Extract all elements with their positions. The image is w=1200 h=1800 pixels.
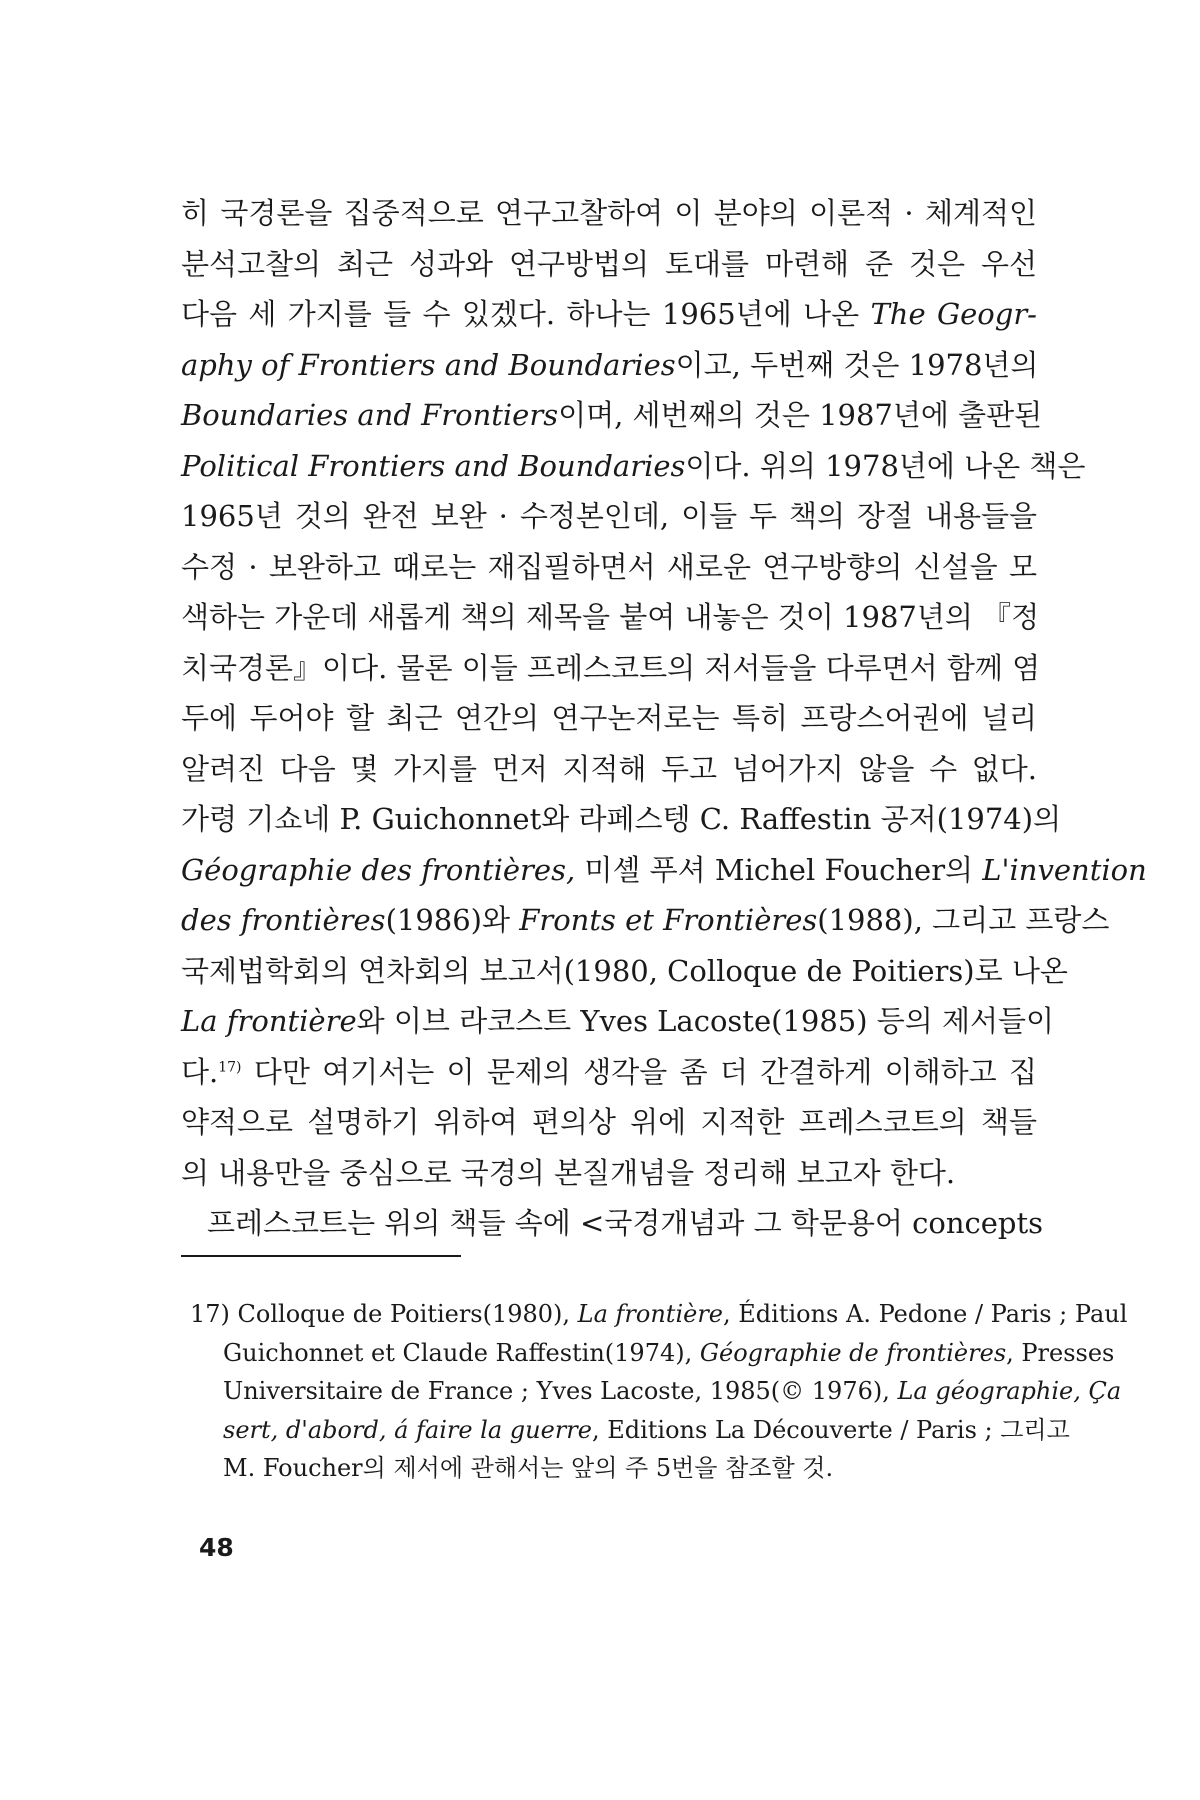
text-line [181, 744, 1037, 795]
page-number: 48 [199, 1533, 234, 1562]
text-line [190, 1334, 1115, 1373]
text-run: 미셸 푸셔 Michel Foucher의 [575, 852, 983, 887]
text-line [181, 1148, 1037, 1199]
text-run: (1986)와 [385, 903, 520, 937]
text-line [181, 441, 1086, 492]
italic-title: La frontière [577, 1300, 724, 1328]
text-run: 국제법학회의 연차회의 보고서(1980, Colloque de Poitiers)로 나온 [181, 953, 1068, 988]
italic-title: La géographie, Ça [897, 1377, 1122, 1405]
text-run: , Presses [1006, 1338, 1115, 1367]
text-run: Guichonnet et Claude Raffestin(1974), [223, 1338, 700, 1367]
italic-title: sert, d'abord, á faire la guerre [223, 1415, 592, 1444]
italic-title: L'invention [982, 852, 1147, 887]
italic-title: des frontières [181, 903, 386, 937]
text-run: , Editions La Découverte / Paris ; 그리고 [591, 1415, 1070, 1444]
text-line [181, 643, 1041, 694]
text-line [181, 340, 1037, 391]
text-run: 알려진 다음 몇 가지를 먼저 지적해 두고 넘어가지 않을 수 없다. [181, 751, 1037, 786]
text-run: 프레스코트는 위의 책들 속에 <국경개념과 그 학문용어 concepts [207, 1206, 1044, 1240]
text-run: 의 내용만을 중심으로 국경의 본질개념을 정리해 보고자 한다. [181, 1155, 956, 1190]
text-line [181, 794, 1062, 845]
text-line [181, 946, 1068, 997]
text-line [181, 1198, 1044, 1249]
text-run: 이다. 위의 1978년에 나온 책은 [685, 448, 1086, 483]
text-run: 두에 두어야 할 최근 연간의 연구논저로는 특히 프랑스어권에 널리 [181, 701, 1037, 735]
text-line [181, 390, 1043, 441]
italic-title: The Geogr- [870, 297, 1037, 331]
text-line [181, 895, 1110, 946]
text-run: 이고, 두번째 것은 1978년의 [675, 347, 1039, 382]
text-run: 이며, 세번째의 것은 1987년에 출판된 [558, 398, 1043, 432]
italic-title: Fronts et Frontières [519, 903, 818, 937]
italic-title: Géographie des frontières, [181, 852, 576, 887]
text-line [181, 542, 1037, 593]
text-line [181, 996, 1055, 1047]
text-run: 수정 · 보완하고 때로는 재집필하면서 새로운 연구방향의 신설을 모 [181, 549, 1037, 584]
italic-title: La frontière [181, 1004, 357, 1038]
text-line [190, 1449, 1036, 1488]
text-line [181, 693, 1037, 744]
text-line [181, 1097, 1037, 1148]
text-line [190, 1372, 1122, 1411]
text-line [190, 1295, 1128, 1334]
text-line [181, 592, 1040, 643]
text-run: Universitaire de France ; Yves Lacoste, 1985(© 1976), [223, 1377, 898, 1405]
text-line [181, 845, 1147, 896]
italic-title: Géographie de frontières [699, 1338, 1007, 1367]
text-run: 다. [181, 1054, 219, 1089]
text-run: 분석고찰의 최근 성과와 연구방법의 토대를 마련해 준 것은 우선 [181, 246, 1037, 281]
text-run: , Éditions A. Pedone / Paris ; Paul [723, 1300, 1128, 1328]
text-run: 와 이브 라코스트 Yves Lacoste(1985) 등의 제서들이 [356, 1004, 1055, 1038]
text-run: 약적으로 설명하기 위하여 편의상 위에 지적한 프레스코트의 책들 [181, 1105, 1037, 1139]
footnote-17 [190, 1295, 1128, 1488]
text-line [181, 289, 1037, 340]
footnote-divider [181, 1255, 461, 1257]
text-line [190, 1411, 1070, 1450]
footnote-reference: 17) [218, 1058, 242, 1075]
text-run: 다음 세 가지를 들 수 있겠다. 하나는 1965년에 나온 [181, 297, 871, 331]
italic-title: aphy of Frontiers and Boundaries [181, 347, 676, 382]
text-run: 가령 기쇼네 P. Guichonnet와 라페스텡 C. Raffestin 공저(1974)의 [181, 802, 1062, 836]
text-line [181, 491, 1037, 542]
italic-title: Political Frontiers and Boundaries [181, 448, 686, 483]
italic-title: Boundaries and Frontiers [181, 398, 559, 432]
text-line [181, 1047, 1037, 1098]
text-run: 1965년 것의 완전 보완 · 수정본인데, 이들 두 책의 장절 내용들을 [181, 499, 1037, 533]
text-run: 17) Colloque de Poitiers(1980), [190, 1300, 578, 1328]
text-run: 치국경론』이다. 물론 이들 프레스코트의 저서들을 다루면서 함께 염 [181, 650, 1041, 685]
text-line [181, 188, 1037, 239]
text-run: 다만 여기서는 이 문제의 생각을 좀 더 간결하게 이해하고 집 [241, 1054, 1037, 1089]
body-paragraph [181, 188, 1147, 1249]
text-run: 히 국경론을 집중적으로 연구고찰하여 이 분야의 이론적 · 체계적인 [181, 196, 1037, 230]
text-line [181, 239, 1037, 290]
text-run: (1988), 그리고 프랑스 [817, 903, 1110, 937]
text-run: M. Foucher의 제서에 관해서는 앞의 주 5번을 참조할 것. [223, 1454, 834, 1482]
text-run: 색하는 가운데 새롭게 책의 제목을 붙여 내놓은 것이 1987년의 『정 [181, 600, 1040, 634]
